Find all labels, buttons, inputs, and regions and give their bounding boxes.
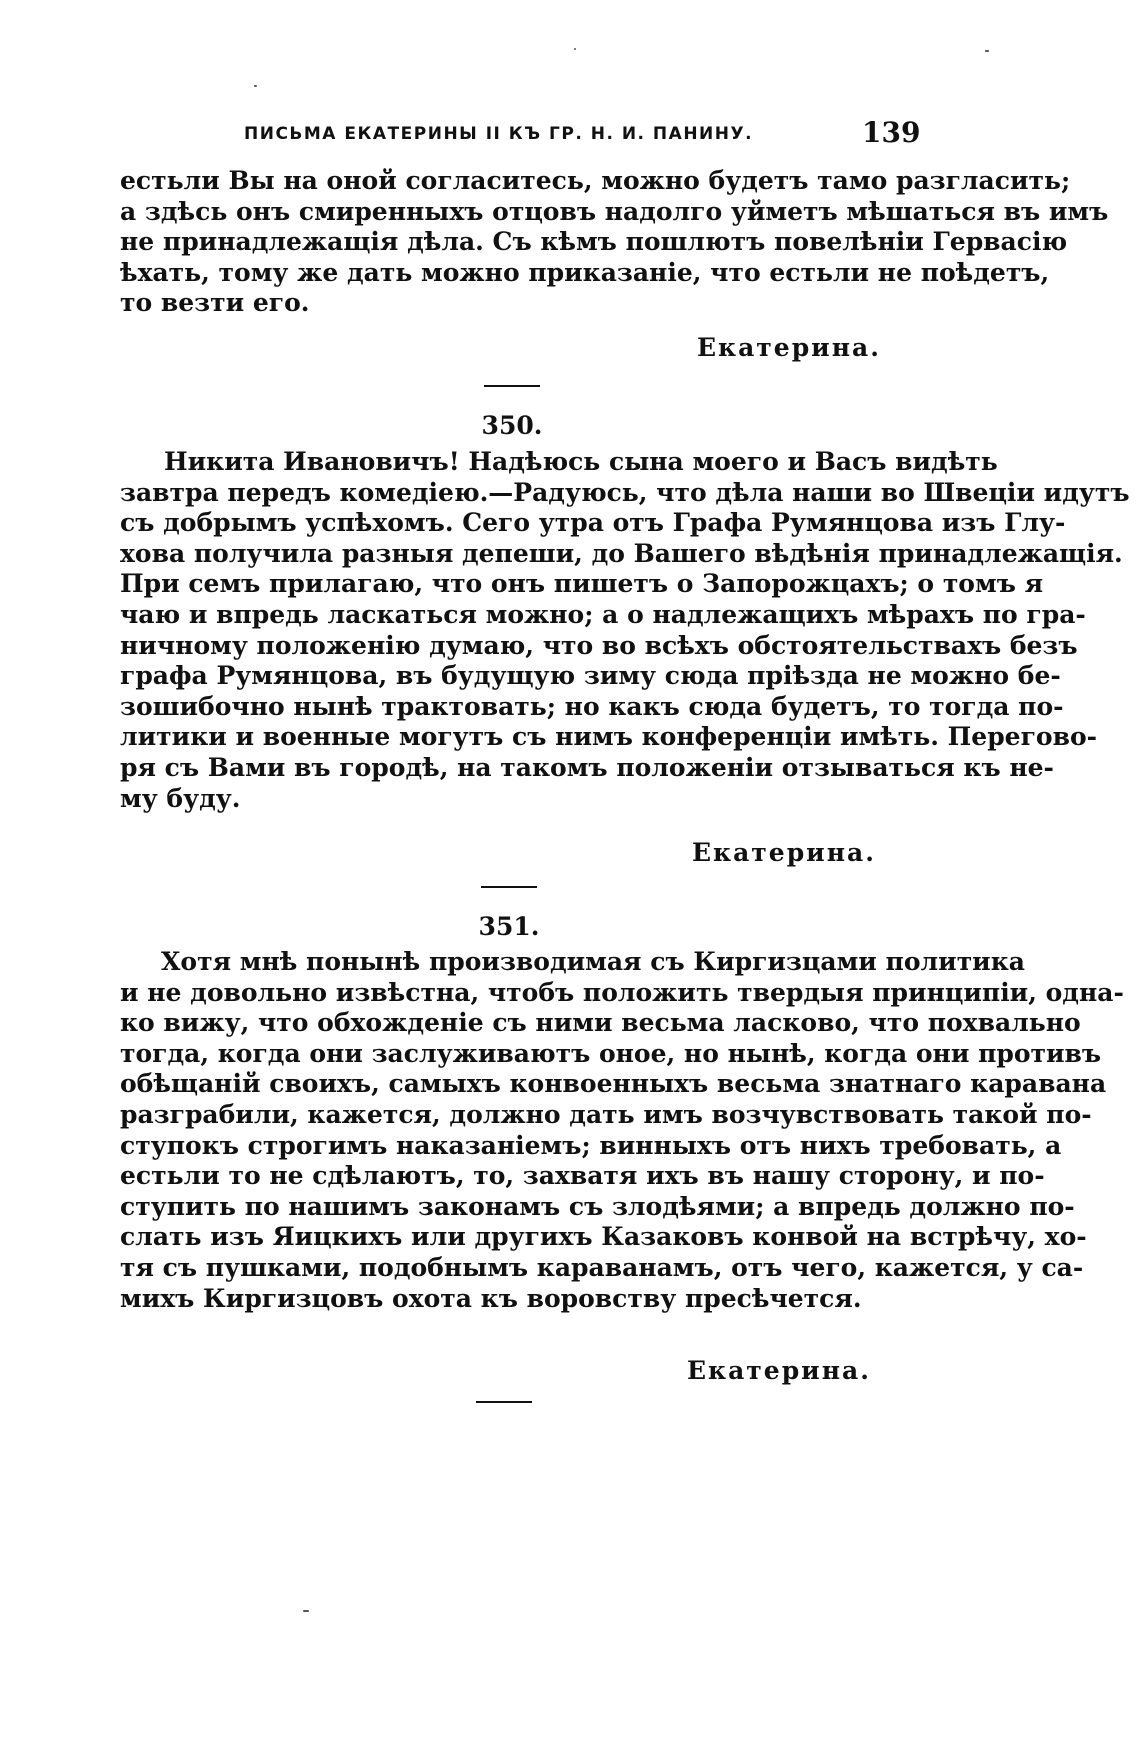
scan-speck: [574, 48, 576, 50]
signature: Екатерина.: [697, 333, 881, 362]
text-line: съ добрымъ успѣхомъ. Сего утра отъ Графа Румянцова изъ Глу-: [120, 508, 1066, 538]
text-line: и не довольно извѣстна, чтобъ положить твердыя принципіи, одна-: [120, 977, 1124, 1007]
text-line: разграбили, кажется, должно дать имъ возчувствовать такой по-: [120, 1099, 1092, 1129]
text-line: чаю и впредь ласкаться можно; а о надлежащихъ мѣрахъ по гра-: [120, 599, 1086, 629]
text-line: естьли то не сдѣлаютъ, то, захватя ихъ въ нашу сторону, и по-: [120, 1161, 1045, 1191]
text-line: михъ Киргизцовъ охота къ воровству пресѣчется.: [120, 1283, 862, 1313]
text-line: Хотя мнѣ понынѣ производимая съ Киргизцами политика: [161, 947, 1025, 976]
text-line: литики и военные могутъ съ нимъ конференціи имѣть. Перегово-: [120, 722, 1097, 752]
section-divider: [481, 886, 537, 888]
letter-350-body: [120, 447, 1130, 814]
running-head: ПИСЬМА ЕКАТЕРИНЫ II КЪ ГР. Н. И. ПАНИНУ.: [244, 124, 754, 144]
letter-number: 351.: [478, 912, 540, 941]
text-line: завтра передъ комедіею.—Радуюсь, что дѣла наши во Швеціи идутъ: [120, 477, 1130, 507]
text-line: зошибочно нынѣ трактовать; но какъ сюда будетъ, то тогда по-: [120, 691, 1064, 721]
section-divider: [484, 385, 540, 387]
text-line: ступить по нашимъ законамъ съ злодѣями; а впредь должно по-: [120, 1191, 1075, 1221]
letter-number: 350.: [481, 411, 543, 440]
text-line: тя съ пушками, подобнымъ караванамъ, отъ чего, кажется, у са-: [120, 1252, 1084, 1282]
text-line: му буду.: [120, 783, 241, 813]
text-line: ря съ Вами въ городѣ, на такомъ положеніи отзываться къ не-: [120, 752, 1054, 782]
text-line: ступокъ строгимъ наказаніемъ; винныхъ отъ нихъ требовать, а: [120, 1130, 1062, 1160]
text-line: а здѣсь онъ смиренныхъ отцовъ надолго уйметъ мѣшаться въ имъ: [120, 196, 1109, 226]
letter-351-body: [120, 947, 1124, 1314]
text-line: Никита Ивановичъ! Надѣюсь сына моего и Васъ видѣть: [164, 447, 998, 476]
text-line: хова получила разныя депеши, до Вашего вѣдѣнія принадлежащія.: [120, 538, 1123, 568]
text-line: естьли Вы на оной согласитесь, можно будетъ тамо разгласить;: [120, 166, 1071, 195]
signature: Екатерина.: [687, 1356, 871, 1385]
page-number: 139: [862, 116, 921, 149]
text-line: обѣщаній своихъ, самыхъ конвоенныхъ весьма знатнаго каравана: [120, 1069, 1107, 1099]
continuation-paragraph: [120, 166, 1109, 319]
text-line: ничному положенію думаю, что во всѣхъ обстоятельствахъ безъ: [120, 630, 1078, 660]
scan-speck: [985, 50, 989, 52]
text-line: При семъ прилагаю, что онъ пишетъ о Запорожцахъ; о томъ я: [120, 569, 1044, 599]
text-line: ко вижу, что обхожденіе съ ними весьма ласково, что похвально: [120, 1008, 1081, 1038]
scan-speck: [254, 85, 257, 87]
text-line: графа Румянцова, въ будущую зиму сюда пріѣзда не можно бе-: [120, 661, 1061, 691]
text-line: не принадлежащія дѣла. Съ кѣмъ пошлютъ повелѣніи Гервасію: [120, 227, 1068, 257]
signature: Екатерина.: [692, 838, 876, 867]
section-divider: [476, 1401, 532, 1403]
text-line: слать изъ Яицкихъ или другихъ Казаковъ конвой на встрѣчу, хо-: [120, 1222, 1087, 1252]
text-line: тогда, когда они заслуживаютъ оное, но нынѣ, когда они противъ: [120, 1038, 1102, 1068]
scan-speck: [303, 1610, 309, 1612]
text-line: то везти его.: [120, 288, 310, 318]
text-line: ѣхать, тому же дать можно приказаніе, что естьли не поѣдетъ,: [120, 257, 1050, 287]
